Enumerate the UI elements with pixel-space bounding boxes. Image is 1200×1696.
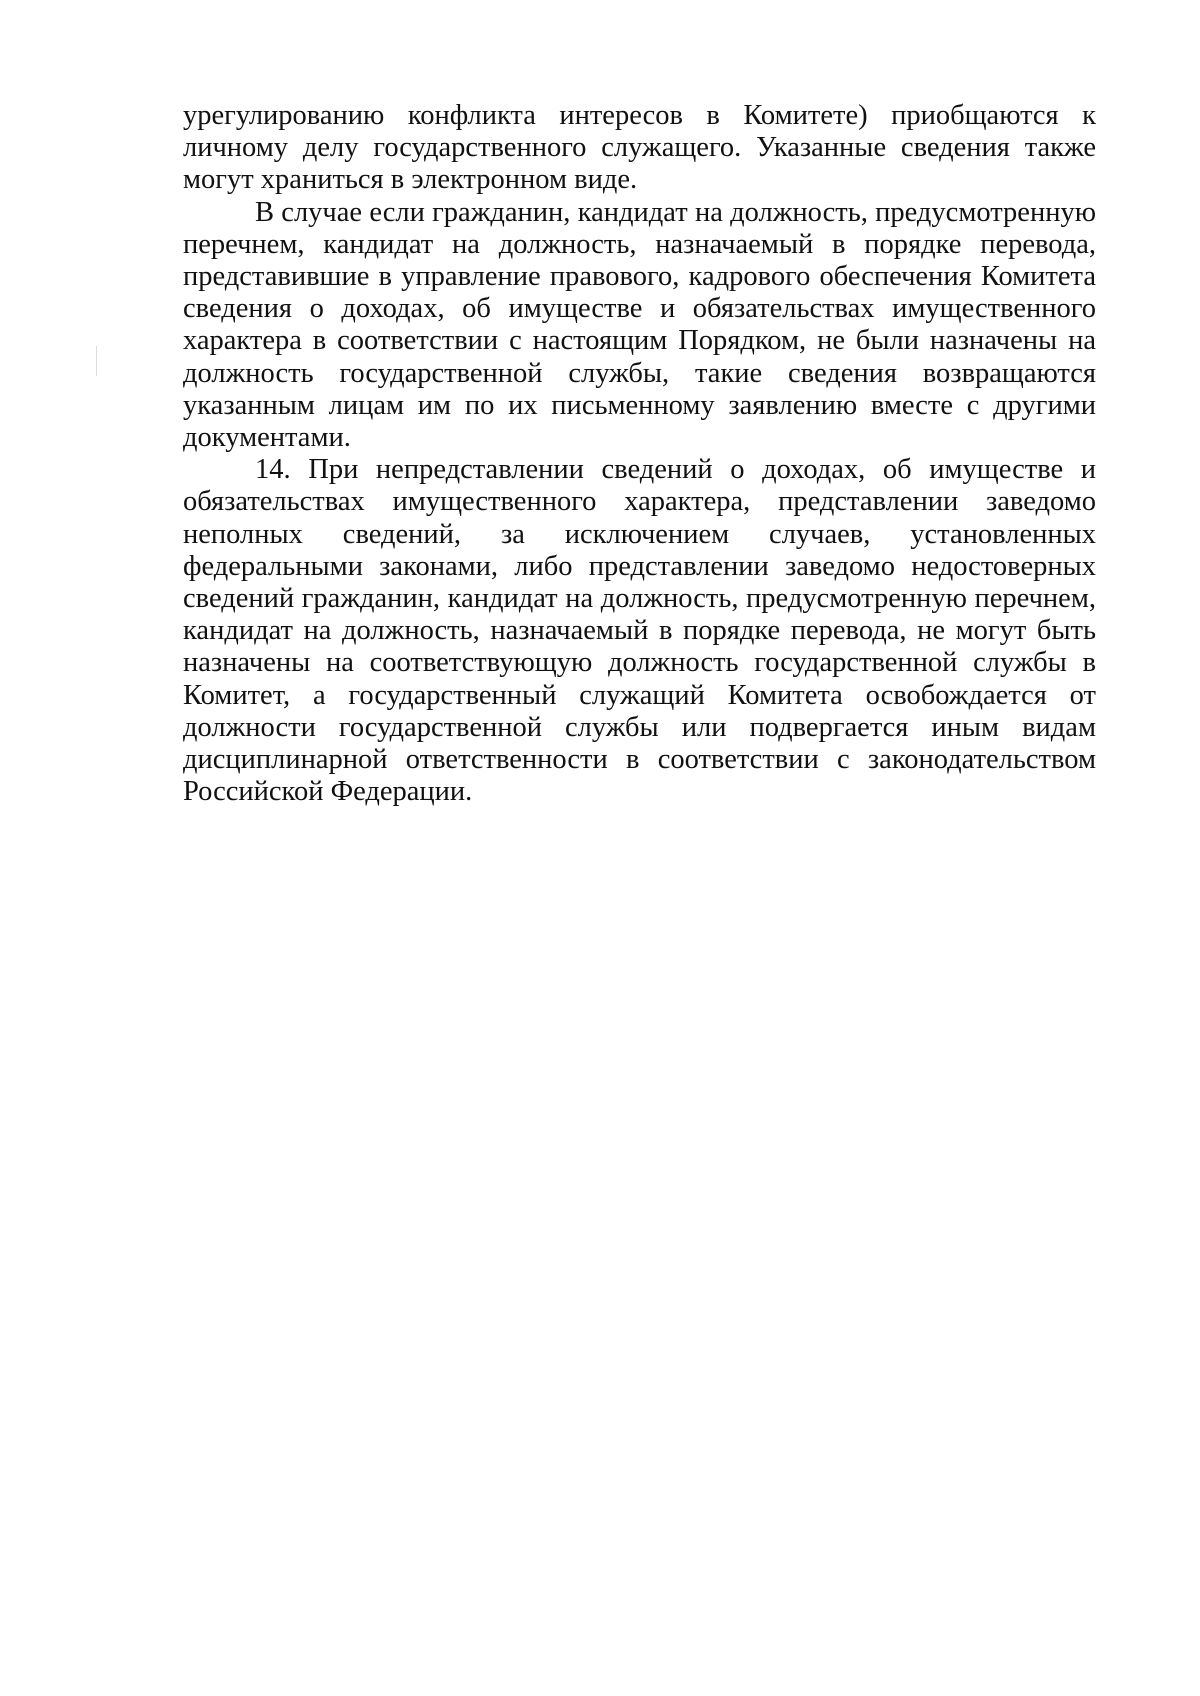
paragraph-return-of-information: В случае если гражданин, кандидат на должность, предусмотренную перечнем, кандидат на должность, назначаемый в порядке перевода, представившие в управление правового, кадрового обеспечения Комитета сведения о доходах, об имуществе и обязательствах имущественного характера в соответствии с настоящим Порядком, не были назначены на должность государственной службы, такие сведения возвращаются указанным лицам им по их письменному заявлению вместе с другими документами. — [183, 196, 1096, 454]
document-body — [183, 100, 1096, 808]
scan-artifact-line — [96, 346, 97, 376]
paragraph-clause-14: 14. При непредставлении сведений о доходах, об имуществе и обязательствах имущественного характера, представлении заведомо неполных сведений, за исключением случаев, установленных федеральными законами, либо представлении заведомо недостоверных сведений гражданин, кандидат на должность, предусмотренную перечнем, кандидат на должность, назначаемый в порядке перевода, не могут быть назначены на соответствующую должность государственной службы в Комитет, а государственный служащий Комитета освобождается от должности государственной службы или подвергается иным видам дисциплинарной ответственности в соответствии с законодательством Российской Федерации. — [183, 454, 1096, 808]
paragraph-continuation: урегулированию конфликта интересов в Комитете) приобщаются к личному делу государственного служащего. Указанные сведения также могут храниться в электронном виде. — [183, 100, 1096, 196]
